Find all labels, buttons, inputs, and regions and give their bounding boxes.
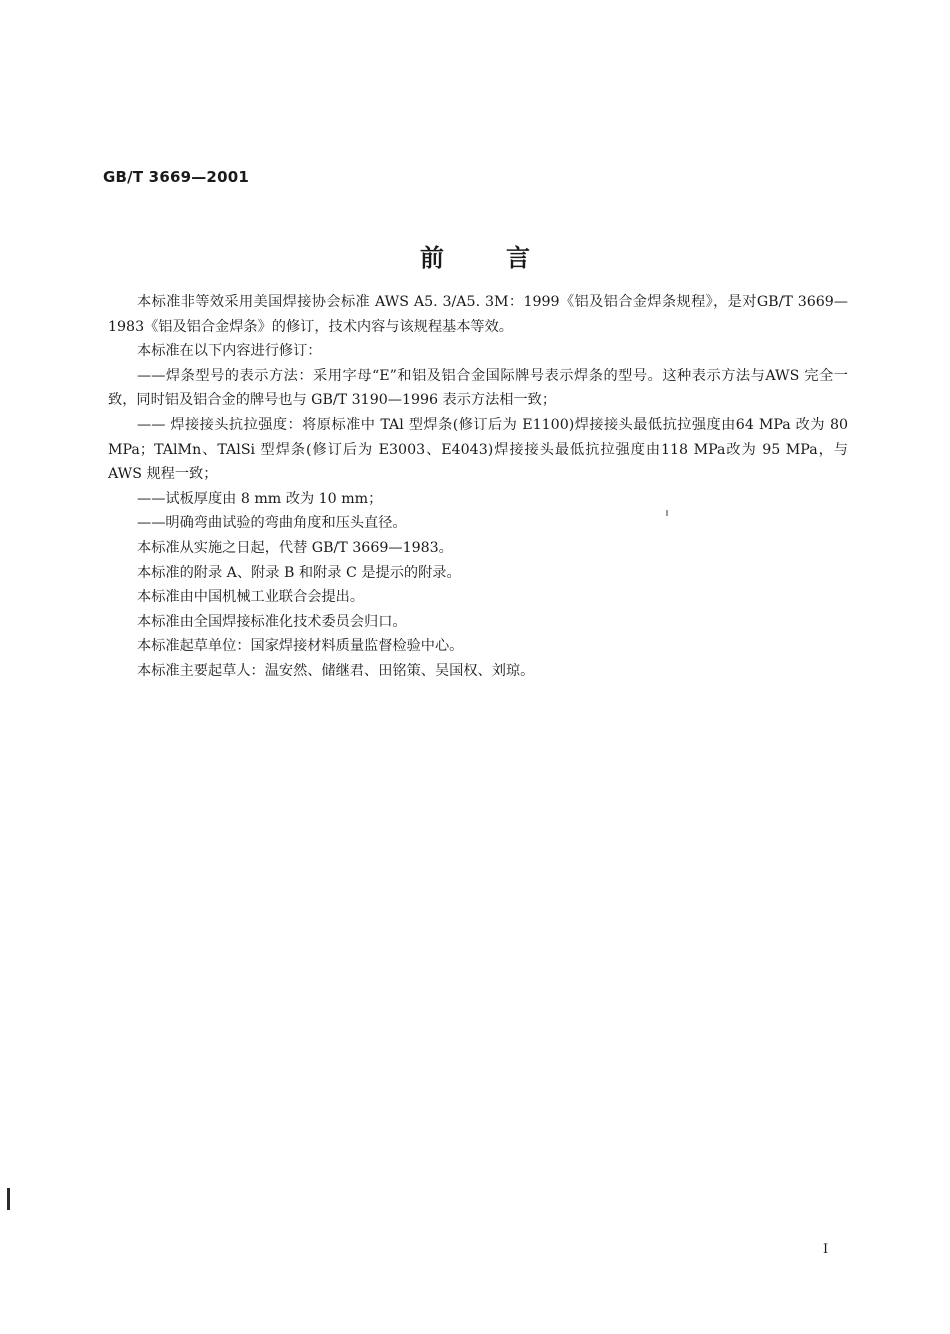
- scan-artifact-mark: [7, 1188, 10, 1210]
- revision-item-bend-test: ——明确弯曲试验的弯曲角度和压头直径。: [137, 515, 407, 532]
- revision-item-tensile-strength: —— 焊接接头抗拉强度：将原标准中 TAl 型焊条(修订后为 E1100)焊接接头最低抗拉强度由64 MPa 改为 80 MPa；TAlMn、TAlSi 型焊条(修订后为 E3003、E4043)焊接接头最低抗拉强度由118 MPa改为 95 MPa，与 AWS 规程一致；: [108, 416, 848, 483]
- page-title: 前言: [420, 244, 592, 272]
- foreword-body: [108, 290, 848, 684]
- paragraph-drafters: 本标准主要起草人：温安然、储继君、田铭策、吴国权、刘琼。: [137, 662, 535, 679]
- paragraph-replaces: 本标准从实施之日起，代替 GB/T 3669—1983。: [137, 539, 453, 556]
- page-number: I: [823, 1242, 829, 1257]
- paragraph-annexes: 本标准的附录 A、附录 B 和附录 C 是提示的附录。: [137, 564, 461, 581]
- revision-item-plate-thickness: ——试板厚度由 8 mm 改为 10 mm；: [137, 490, 383, 507]
- revision-item-designation: ——焊条型号的表示方法：采用字母“E”和铝及铝合金国际牌号表示焊条的型号。这种表示方法与AWS 完全一致，同时铝及铝合金的牌号也与 GB/T 3190—1996 表示方法相一致；: [108, 367, 848, 409]
- paragraph-adoption: 本标准非等效采用美国焊接协会标准 AWS A5. 3/A5. 3M：1999《铝及铝合金焊条规程》，是对GB/T 3669—1983《铝及铝合金焊条》的修订，技术内容与该规程基本等效。: [108, 294, 848, 335]
- paragraph-drafting-unit: 本标准起草单位：国家焊接材料质量监督检验中心。: [137, 638, 464, 655]
- paragraph-technical-committee: 本标准由全国焊接标准化技术委员会归口。: [137, 613, 407, 630]
- paragraph-proposed-by: 本标准由中国机械工业联合会提出。: [137, 589, 365, 606]
- paragraph-revision-intro: 本标准在以下内容进行修订：: [137, 343, 322, 360]
- scan-artifact-dot: [666, 510, 668, 516]
- standard-code: GB/T 3669—2001: [103, 168, 249, 186]
